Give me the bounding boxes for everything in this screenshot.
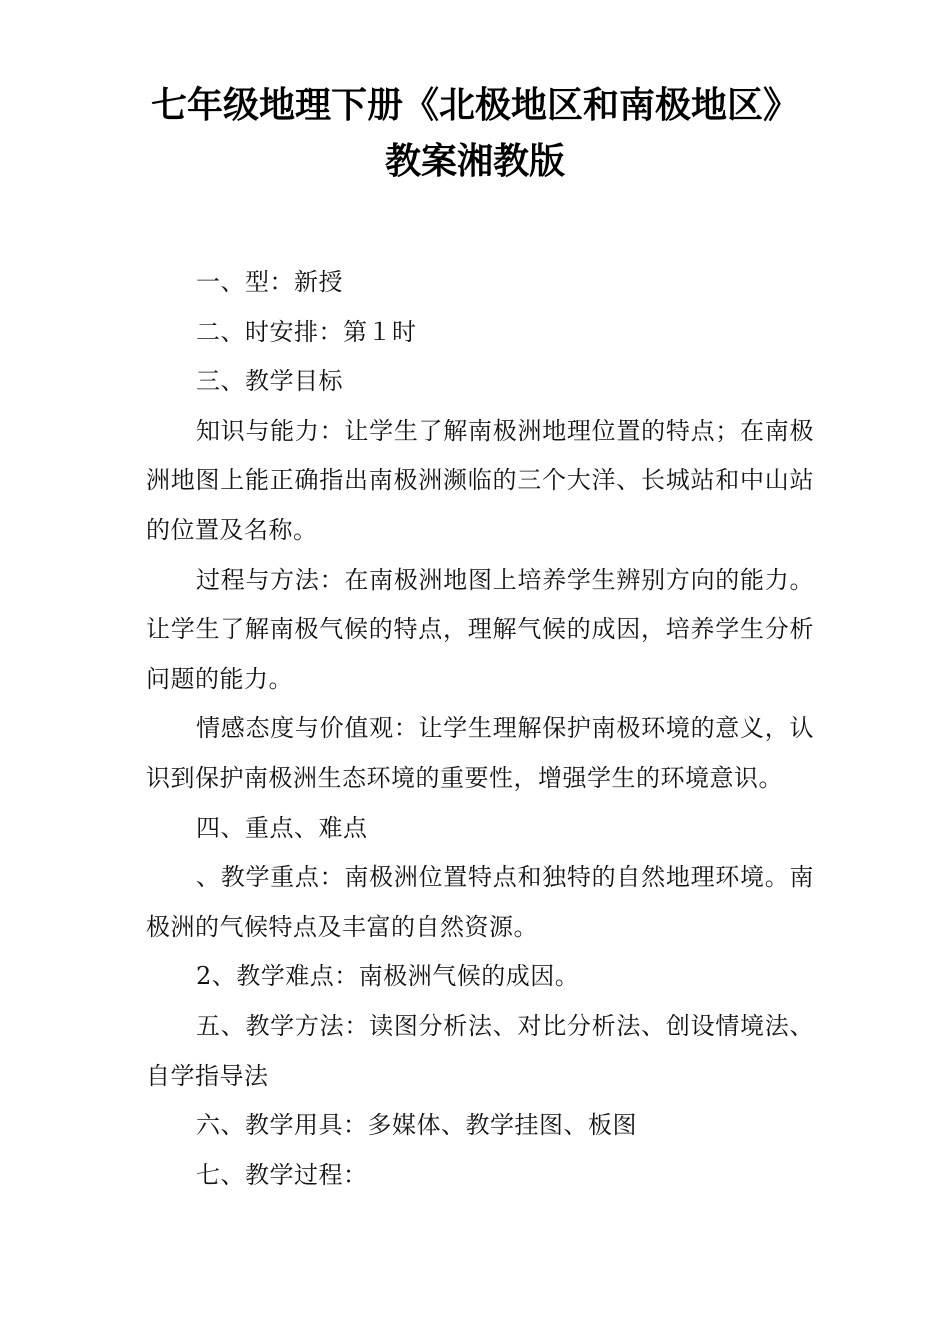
paragraph-key-points-heading: 四、重点、难点 [196, 813, 368, 842]
paragraph-lesson-type: 一、型：新授 [196, 268, 343, 296]
paragraph-emotion-values: 情感态度与价值观：让学生理解保护南极环境的意义，认识到保护南极洲生态环境的重要性，增强学生的环境意识。 [146, 714, 814, 792]
document-body [146, 258, 814, 1200]
title-line-2: 教案湘教版 [384, 141, 565, 182]
paragraph-teaching-methods: 五、教学方法：读图分析法、对比分析法、创设情境法、自学指导法 [146, 1011, 814, 1090]
paragraph-process-method: 过程与方法：在南极洲地图上培养学生辨别方向的能力。让学生了解南极气候的特点，理解气候的成因，培养学生分析问题的能力。 [146, 565, 814, 693]
paragraph-teaching-tools: 六、教学用具：多媒体、教学挂图、板图 [196, 1111, 637, 1140]
title-line-1: 七年级地理下册《北极地区和南极地区》 [150, 85, 799, 126]
paragraph-knowledge-ability: 知识与能力：让学生了解南极洲地理位置的特点；在南极洲地图上能正确指出南极洲濒临的三个大洋、长城站和中山站的位置及名称。 [146, 416, 814, 544]
paragraph-schedule: 二、时安排：第１时 [196, 317, 417, 346]
paragraph-teaching-focus: 、教学重点：南极洲位置特点和独特的自然地理环境。南极洲的气候特点及丰富的自然资源。 [146, 863, 814, 941]
paragraph-objectives-heading: 三、教学目标 [196, 367, 343, 396]
document-title [100, 78, 850, 190]
paragraph-teaching-difficulty: 2、教学难点：南极洲气候的成因。 [196, 962, 580, 991]
paragraph-teaching-process: 七、教学过程： [196, 1160, 368, 1189]
